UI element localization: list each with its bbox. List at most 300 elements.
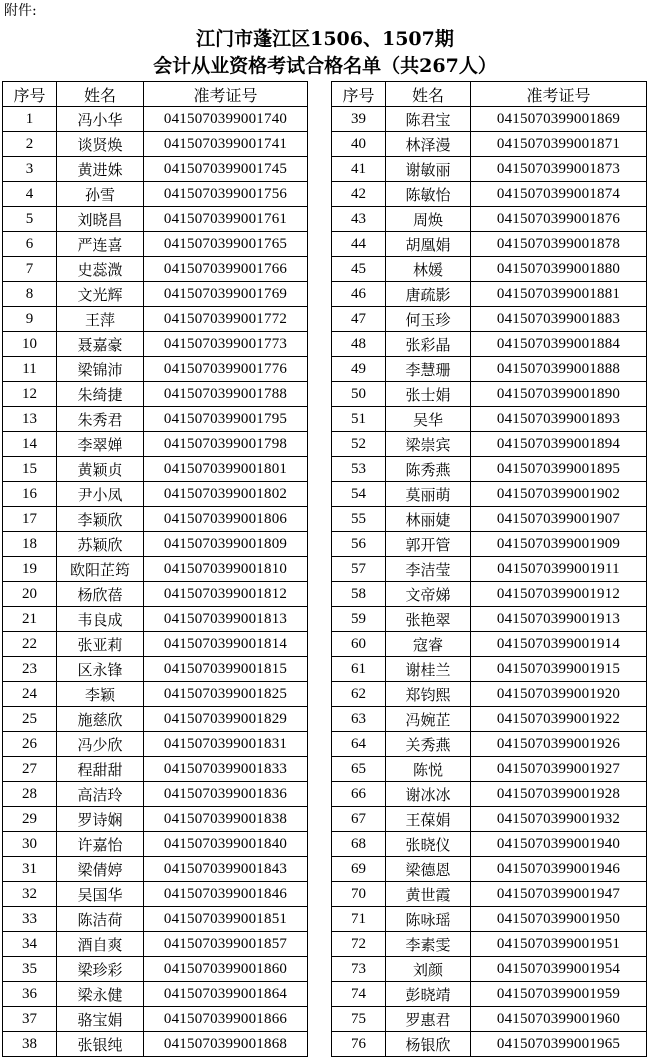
name-cell: 陈秀燕 xyxy=(386,457,471,482)
name-cell: 梁珍彩 xyxy=(57,957,144,982)
serial-number-cell: 5 xyxy=(3,207,57,232)
exam-id-cell: 0415070399001946 xyxy=(471,857,647,882)
page-subtitle: 会计从业资格考试合格名单（共267人） xyxy=(153,55,497,77)
header-serial-number: 序号 xyxy=(332,82,386,107)
serial-number-cell: 27 xyxy=(3,757,57,782)
table-row xyxy=(332,182,647,207)
table-row xyxy=(332,882,647,907)
name-cell: 梁崇宾 xyxy=(386,432,471,457)
table-row xyxy=(332,407,647,432)
exam-id-cell: 0415070399001913 xyxy=(471,607,647,632)
table-row xyxy=(3,257,308,282)
table-row xyxy=(3,907,308,932)
serial-number-cell: 70 xyxy=(332,882,386,907)
serial-number-cell: 57 xyxy=(332,557,386,582)
serial-number-cell: 21 xyxy=(3,607,57,632)
exam-id-cell: 0415070399001740 xyxy=(144,107,308,132)
name-cell: 彭晓靖 xyxy=(386,982,471,1007)
name-cell: 王萍 xyxy=(57,307,144,332)
table-row xyxy=(332,357,647,382)
name-cell: 文帝娣 xyxy=(386,582,471,607)
exam-id-cell: 0415070399001772 xyxy=(144,307,308,332)
table-row xyxy=(332,957,647,982)
name-cell: 李素雯 xyxy=(386,932,471,957)
exam-id-cell: 0415070399001922 xyxy=(471,707,647,732)
serial-number-cell: 46 xyxy=(332,282,386,307)
serial-number-cell: 14 xyxy=(3,432,57,457)
name-cell: 罗惠君 xyxy=(386,1007,471,1032)
serial-number-cell: 62 xyxy=(332,682,386,707)
exam-id-cell: 0415070399001907 xyxy=(471,507,647,532)
table-row xyxy=(332,432,647,457)
name-cell: 谢敏丽 xyxy=(386,157,471,182)
serial-number-cell: 45 xyxy=(332,257,386,282)
table-row xyxy=(332,382,647,407)
table-row xyxy=(332,657,647,682)
table-row xyxy=(3,707,308,732)
name-cell: 周焕 xyxy=(386,207,471,232)
table-row xyxy=(332,507,647,532)
serial-number-cell: 33 xyxy=(3,907,57,932)
name-cell: 张彩晶 xyxy=(386,332,471,357)
serial-number-cell: 53 xyxy=(332,457,386,482)
table-row xyxy=(332,482,647,507)
name-cell: 张亚莉 xyxy=(57,632,144,657)
exam-id-cell: 0415070399001874 xyxy=(471,182,647,207)
exam-id-cell: 0415070399001766 xyxy=(144,257,308,282)
exam-id-cell: 0415070399001745 xyxy=(144,157,308,182)
serial-number-cell: 39 xyxy=(332,107,386,132)
serial-number-cell: 54 xyxy=(332,482,386,507)
exam-id-cell: 0415070399001881 xyxy=(471,282,647,307)
name-cell: 李颖欣 xyxy=(57,507,144,532)
serial-number-cell: 64 xyxy=(332,732,386,757)
table-row xyxy=(332,757,647,782)
name-cell: 林泽漫 xyxy=(386,132,471,157)
table-row xyxy=(332,932,647,957)
serial-number-cell: 76 xyxy=(332,1032,386,1057)
exam-id-cell: 0415070399001795 xyxy=(144,407,308,432)
name-cell: 欧阳芷筠 xyxy=(57,557,144,582)
table-row xyxy=(3,557,308,582)
serial-number-cell: 13 xyxy=(3,407,57,432)
name-cell: 朱绮捷 xyxy=(57,382,144,407)
serial-number-cell: 3 xyxy=(3,157,57,182)
exam-id-cell: 0415070399001806 xyxy=(144,507,308,532)
table-row xyxy=(3,432,308,457)
attachment-label: 附件: xyxy=(4,3,37,19)
exam-id-cell: 0415070399001809 xyxy=(144,532,308,557)
table-row xyxy=(332,857,647,882)
name-cell: 杨银欣 xyxy=(386,1032,471,1057)
serial-number-cell: 66 xyxy=(332,782,386,807)
name-cell: 陈敏怡 xyxy=(386,182,471,207)
table-row xyxy=(332,132,647,157)
page-title: 江门市蓬江区1506、1507期 xyxy=(196,28,454,50)
table-row xyxy=(3,757,308,782)
name-cell: 程甜甜 xyxy=(57,757,144,782)
exam-id-cell: 0415070399001836 xyxy=(144,782,308,807)
table-header-row xyxy=(332,82,647,107)
exam-id-cell: 0415070399001756 xyxy=(144,182,308,207)
name-cell: 张士娟 xyxy=(386,382,471,407)
table-row xyxy=(3,657,308,682)
exam-id-cell: 0415070399001802 xyxy=(144,482,308,507)
serial-number-cell: 12 xyxy=(3,382,57,407)
table-row xyxy=(332,307,647,332)
name-cell: 寇睿 xyxy=(386,632,471,657)
name-cell: 文光辉 xyxy=(57,282,144,307)
exam-id-cell: 0415070399001915 xyxy=(471,657,647,682)
table-row xyxy=(3,832,308,857)
table-row xyxy=(3,207,308,232)
serial-number-cell: 55 xyxy=(332,507,386,532)
table-row xyxy=(332,982,647,1007)
table-row xyxy=(332,832,647,857)
table-row xyxy=(3,282,308,307)
exam-id-cell: 0415070399001773 xyxy=(144,332,308,357)
table-row xyxy=(3,357,308,382)
name-cell: 冯少欣 xyxy=(57,732,144,757)
name-cell: 林丽婕 xyxy=(386,507,471,532)
roster-table-left xyxy=(2,81,308,1057)
exam-id-cell: 0415070399001894 xyxy=(471,432,647,457)
name-cell: 区永锋 xyxy=(57,657,144,682)
name-cell: 聂嘉豪 xyxy=(57,332,144,357)
serial-number-cell: 65 xyxy=(332,757,386,782)
serial-number-cell: 22 xyxy=(3,632,57,657)
table-row xyxy=(3,407,308,432)
header-name: 姓名 xyxy=(57,82,144,107)
serial-number-cell: 48 xyxy=(332,332,386,357)
table-row xyxy=(3,582,308,607)
exam-id-cell: 0415070399001912 xyxy=(471,582,647,607)
name-cell: 黄颖贞 xyxy=(57,457,144,482)
table-row xyxy=(3,457,308,482)
serial-number-cell: 73 xyxy=(332,957,386,982)
serial-number-cell: 29 xyxy=(3,807,57,832)
exam-id-cell: 0415070399001927 xyxy=(471,757,647,782)
serial-number-cell: 1 xyxy=(3,107,57,132)
table-row xyxy=(332,782,647,807)
table-row xyxy=(3,632,308,657)
name-cell: 骆宝娟 xyxy=(57,1007,144,1032)
name-cell: 黄进姝 xyxy=(57,157,144,182)
exam-id-cell: 0415070399001831 xyxy=(144,732,308,757)
table-row xyxy=(3,382,308,407)
table-row xyxy=(3,182,308,207)
table-row xyxy=(3,932,308,957)
table-row xyxy=(3,1007,308,1032)
name-cell: 酒自爽 xyxy=(57,932,144,957)
name-cell: 冯婉芷 xyxy=(386,707,471,732)
exam-id-cell: 0415070399001833 xyxy=(144,757,308,782)
name-cell: 唐疏影 xyxy=(386,282,471,307)
exam-id-cell: 0415070399001926 xyxy=(471,732,647,757)
table-row xyxy=(3,732,308,757)
name-cell: 刘晓昌 xyxy=(57,207,144,232)
serial-number-cell: 36 xyxy=(3,982,57,1007)
exam-id-cell: 0415070399001813 xyxy=(144,607,308,632)
serial-number-cell: 26 xyxy=(3,732,57,757)
serial-number-cell: 24 xyxy=(3,682,57,707)
exam-id-cell: 0415070399001801 xyxy=(144,457,308,482)
exam-id-cell: 0415070399001871 xyxy=(471,132,647,157)
name-cell: 孙雪 xyxy=(57,182,144,207)
table-row xyxy=(3,532,308,557)
name-cell: 张银纯 xyxy=(57,1032,144,1057)
exam-id-cell: 0415070399001857 xyxy=(144,932,308,957)
exam-id-cell: 0415070399001951 xyxy=(471,932,647,957)
roster-body-right xyxy=(332,107,647,1057)
serial-number-cell: 34 xyxy=(3,932,57,957)
name-cell: 黄世霞 xyxy=(386,882,471,907)
exam-id-cell: 0415070399001838 xyxy=(144,807,308,832)
exam-id-cell: 0415070399001928 xyxy=(471,782,647,807)
name-cell: 关秀燕 xyxy=(386,732,471,757)
exam-id-cell: 0415070399001920 xyxy=(471,682,647,707)
serial-number-cell: 42 xyxy=(332,182,386,207)
serial-number-cell: 6 xyxy=(3,232,57,257)
name-cell: 高洁玲 xyxy=(57,782,144,807)
exam-id-cell: 0415070399001940 xyxy=(471,832,647,857)
serial-number-cell: 19 xyxy=(3,557,57,582)
serial-number-cell: 28 xyxy=(3,782,57,807)
exam-id-cell: 0415070399001741 xyxy=(144,132,308,157)
exam-id-cell: 0415070399001947 xyxy=(471,882,647,907)
exam-id-cell: 0415070399001829 xyxy=(144,707,308,732)
serial-number-cell: 25 xyxy=(3,707,57,732)
serial-number-cell: 43 xyxy=(332,207,386,232)
table-row xyxy=(332,632,647,657)
table-row xyxy=(332,557,647,582)
serial-number-cell: 38 xyxy=(3,1032,57,1057)
exam-id-cell: 0415070399001761 xyxy=(144,207,308,232)
name-cell: 张晓仪 xyxy=(386,832,471,857)
serial-number-cell: 2 xyxy=(3,132,57,157)
name-cell: 冯小华 xyxy=(57,107,144,132)
name-cell: 郭开管 xyxy=(386,532,471,557)
exam-id-cell: 0415070399001893 xyxy=(471,407,647,432)
table-row xyxy=(3,807,308,832)
table-row xyxy=(3,957,308,982)
table-row xyxy=(3,507,308,532)
serial-number-cell: 16 xyxy=(3,482,57,507)
name-cell: 王葆娟 xyxy=(386,807,471,832)
name-cell: 何玉珍 xyxy=(386,307,471,332)
table-row xyxy=(3,1032,308,1057)
name-cell: 吴华 xyxy=(386,407,471,432)
table-row xyxy=(3,782,308,807)
exam-id-cell: 0415070399001868 xyxy=(144,1032,308,1057)
name-cell: 李颖 xyxy=(57,682,144,707)
roster-table-right xyxy=(331,81,647,1057)
table-row xyxy=(3,232,308,257)
serial-number-cell: 18 xyxy=(3,532,57,557)
name-cell: 陈咏瑶 xyxy=(386,907,471,932)
serial-number-cell: 32 xyxy=(3,882,57,907)
serial-number-cell: 51 xyxy=(332,407,386,432)
serial-number-cell: 17 xyxy=(3,507,57,532)
serial-number-cell: 9 xyxy=(3,307,57,332)
serial-number-cell: 11 xyxy=(3,357,57,382)
table-row xyxy=(332,1007,647,1032)
table-row xyxy=(332,207,647,232)
exam-id-cell: 0415070399001950 xyxy=(471,907,647,932)
serial-number-cell: 47 xyxy=(332,307,386,332)
exam-id-cell: 0415070399001798 xyxy=(144,432,308,457)
serial-number-cell: 61 xyxy=(332,657,386,682)
exam-id-cell: 0415070399001769 xyxy=(144,282,308,307)
exam-id-cell: 0415070399001960 xyxy=(471,1007,647,1032)
table-row xyxy=(332,907,647,932)
serial-number-cell: 63 xyxy=(332,707,386,732)
serial-number-cell: 31 xyxy=(3,857,57,882)
table-row xyxy=(3,332,308,357)
table-row xyxy=(3,982,308,1007)
serial-number-cell: 41 xyxy=(332,157,386,182)
header-name: 姓名 xyxy=(386,82,471,107)
name-cell: 朱秀君 xyxy=(57,407,144,432)
exam-id-cell: 0415070399001815 xyxy=(144,657,308,682)
exam-id-cell: 0415070399001812 xyxy=(144,582,308,607)
name-cell: 谢冰冰 xyxy=(386,782,471,807)
serial-number-cell: 52 xyxy=(332,432,386,457)
serial-number-cell: 56 xyxy=(332,532,386,557)
exam-id-cell: 0415070399001880 xyxy=(471,257,647,282)
exam-id-cell: 0415070399001814 xyxy=(144,632,308,657)
name-cell: 李慧珊 xyxy=(386,357,471,382)
exam-id-cell: 0415070399001846 xyxy=(144,882,308,907)
serial-number-cell: 50 xyxy=(332,382,386,407)
table-row xyxy=(332,682,647,707)
table-row xyxy=(3,857,308,882)
name-cell: 莫丽萌 xyxy=(386,482,471,507)
exam-id-cell: 0415070399001866 xyxy=(144,1007,308,1032)
exam-id-cell: 0415070399001840 xyxy=(144,832,308,857)
name-cell: 吴国华 xyxy=(57,882,144,907)
serial-number-cell: 49 xyxy=(332,357,386,382)
name-cell: 李洁莹 xyxy=(386,557,471,582)
name-cell: 张艳翠 xyxy=(386,607,471,632)
name-cell: 梁锦沛 xyxy=(57,357,144,382)
exam-id-cell: 0415070399001890 xyxy=(471,382,647,407)
table-row xyxy=(332,257,647,282)
exam-id-cell: 0415070399001876 xyxy=(471,207,647,232)
name-cell: 刘颜 xyxy=(386,957,471,982)
exam-id-cell: 0415070399001873 xyxy=(471,157,647,182)
table-row xyxy=(332,157,647,182)
table-row xyxy=(332,332,647,357)
exam-id-cell: 0415070399001932 xyxy=(471,807,647,832)
serial-number-cell: 30 xyxy=(3,832,57,857)
name-cell: 梁永健 xyxy=(57,982,144,1007)
exam-id-cell: 0415070399001884 xyxy=(471,332,647,357)
name-cell: 谢桂兰 xyxy=(386,657,471,682)
header-exam-id: 准考证号 xyxy=(471,82,647,107)
serial-number-cell: 75 xyxy=(332,1007,386,1032)
serial-number-cell: 74 xyxy=(332,982,386,1007)
table-row xyxy=(332,282,647,307)
exam-id-cell: 0415070399001965 xyxy=(471,1032,647,1057)
exam-id-cell: 0415070399001860 xyxy=(144,957,308,982)
serial-number-cell: 35 xyxy=(3,957,57,982)
name-cell: 史蕊溦 xyxy=(57,257,144,282)
table-row xyxy=(3,132,308,157)
serial-number-cell: 59 xyxy=(332,607,386,632)
exam-id-cell: 0415070399001869 xyxy=(471,107,647,132)
table-row xyxy=(332,532,647,557)
exam-id-cell: 0415070399001843 xyxy=(144,857,308,882)
serial-number-cell: 15 xyxy=(3,457,57,482)
exam-id-cell: 0415070399001909 xyxy=(471,532,647,557)
exam-id-cell: 0415070399001788 xyxy=(144,382,308,407)
name-cell: 施慈欣 xyxy=(57,707,144,732)
table-row xyxy=(332,732,647,757)
serial-number-cell: 10 xyxy=(3,332,57,357)
table-row xyxy=(3,482,308,507)
exam-id-cell: 0415070399001851 xyxy=(144,907,308,932)
serial-number-cell: 68 xyxy=(332,832,386,857)
serial-number-cell: 8 xyxy=(3,282,57,307)
name-cell: 严连喜 xyxy=(57,232,144,257)
roster-body-left xyxy=(3,107,308,1057)
table-row xyxy=(3,607,308,632)
name-cell: 梁德恩 xyxy=(386,857,471,882)
table-row xyxy=(332,582,647,607)
name-cell: 尹小凤 xyxy=(57,482,144,507)
exam-id-cell: 0415070399001864 xyxy=(144,982,308,1007)
table-row xyxy=(3,682,308,707)
header-exam-id: 准考证号 xyxy=(144,82,308,107)
table-header-row xyxy=(3,82,308,107)
serial-number-cell: 20 xyxy=(3,582,57,607)
serial-number-cell: 37 xyxy=(3,1007,57,1032)
serial-number-cell: 23 xyxy=(3,657,57,682)
serial-number-cell: 58 xyxy=(332,582,386,607)
table-row xyxy=(3,307,308,332)
exam-id-cell: 0415070399001776 xyxy=(144,357,308,382)
exam-id-cell: 0415070399001765 xyxy=(144,232,308,257)
exam-id-cell: 0415070399001954 xyxy=(471,957,647,982)
name-cell: 郑钧熙 xyxy=(386,682,471,707)
exam-id-cell: 0415070399001895 xyxy=(471,457,647,482)
table-row xyxy=(332,1032,647,1057)
name-cell: 韦良成 xyxy=(57,607,144,632)
table-row xyxy=(332,607,647,632)
serial-number-cell: 4 xyxy=(3,182,57,207)
name-cell: 李翠婵 xyxy=(57,432,144,457)
table-row xyxy=(3,107,308,132)
exam-id-cell: 0415070399001878 xyxy=(471,232,647,257)
table-row xyxy=(332,107,647,132)
serial-number-cell: 71 xyxy=(332,907,386,932)
serial-number-cell: 7 xyxy=(3,257,57,282)
table-row xyxy=(3,882,308,907)
name-cell: 谈贤焕 xyxy=(57,132,144,157)
name-cell: 林媛 xyxy=(386,257,471,282)
name-cell: 罗诗娴 xyxy=(57,807,144,832)
name-cell: 陈洁荷 xyxy=(57,907,144,932)
name-cell: 杨欣蓓 xyxy=(57,582,144,607)
serial-number-cell: 60 xyxy=(332,632,386,657)
table-row xyxy=(332,232,647,257)
table-row xyxy=(332,707,647,732)
serial-number-cell: 40 xyxy=(332,132,386,157)
header-serial-number: 序号 xyxy=(3,82,57,107)
exam-id-cell: 0415070399001883 xyxy=(471,307,647,332)
exam-id-cell: 0415070399001888 xyxy=(471,357,647,382)
